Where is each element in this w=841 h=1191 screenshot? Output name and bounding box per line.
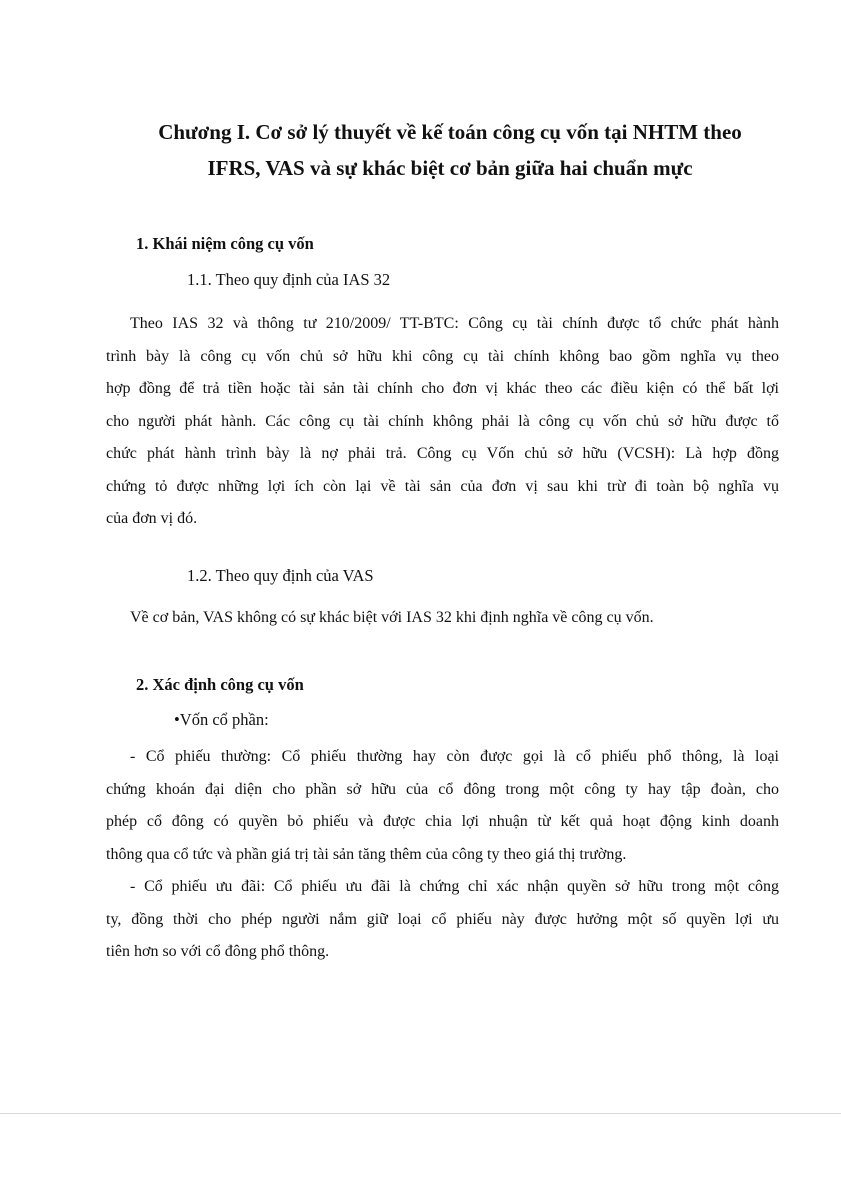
paragraph-line: Về cơ bản, VAS không có sự khác biệt với IAS 32 khi định nghĩa về công cụ vốn. [130, 609, 654, 626]
paragraph-ias32 [106, 308, 779, 536]
chapter-title-line-2: IFRS, VAS và sự khác biệt cơ bản giữa hai chuẩn mực [207, 156, 693, 180]
subsection-1-2-heading: 1.2. Theo quy định của VAS [187, 566, 374, 585]
paragraph-preferred-stock [106, 871, 779, 969]
paragraph-line: - Cổ phiếu thường: Cổ phiếu thường hay còn được gọi là cổ phiếu phổ thông, là loại [130, 748, 779, 765]
paragraph-line: của đơn vị đó. [106, 510, 198, 527]
paragraph-vas [106, 602, 779, 635]
section-2-heading: 2. Xác định công cụ vốn [136, 675, 304, 694]
paragraph-line: chức phát hành trình bày là nợ phải trả. Công cụ Vốn chủ sở hữu (VCSH): Là hợp đồng [106, 445, 779, 462]
paragraph-line: tiên hơn so với cổ đông phổ thông. [106, 943, 330, 960]
paragraph-line: cho người phát hành. Các công cụ tài chính không phải là công cụ vốn chủ sở hữu được tổ [106, 412, 779, 430]
paragraph-common-stock [106, 741, 779, 871]
paragraph-line: chứng khoán đại diện cho phần sở hữu của cổ đông trong một công ty hay tập đoàn, cho [106, 780, 779, 798]
chapter-title-line-1: Chương I. Cơ sở lý thuyết về kế toán công cụ vốn tại NHTM theo [158, 120, 742, 144]
bullet-equity-capital: •Vốn cổ phần: [174, 710, 269, 729]
paragraph-line: thông qua cổ tức và phần giá trị tài sản tăng thêm của công ty theo giá thị trường. [106, 845, 627, 863]
paragraph-line: ty, đồng thời cho phép người nắm giữ loại cổ phiếu này được hưởng một số quyền lợi ưu [106, 910, 779, 928]
paragraph-line: trình bày là công cụ vốn chủ sở hữu khi công cụ tài chính không bao gồm nghĩa vụ theo [106, 347, 779, 365]
paragraph-line: phép cổ đông có quyền bỏ phiếu và được chia lợi nhuận từ kết quả hoạt động kinh doanh [106, 813, 779, 830]
subsection-1-1-heading: 1.1. Theo quy định của IAS 32 [187, 270, 391, 289]
paragraph-line: chứng tỏ được những lợi ích còn lại về tài sản của đơn vị sau khi trừ đi toàn bộ nghĩa vụ [106, 477, 779, 495]
page-bottom-divider [0, 1113, 841, 1114]
paragraph-line: - Cổ phiếu ưu đãi: Cổ phiếu ưu đãi là chứng chỉ xác nhận quyền sở hữu trong một công [130, 878, 779, 895]
chapter-title [100, 114, 800, 186]
paragraph-line: Theo IAS 32 và thông tư 210/2009/ TT-BTC: Công cụ tài chính được tổ chức phát hành [130, 315, 779, 332]
paragraph-line: hợp đồng để trả tiền hoặc tài sản tài chính cho đơn vị khác theo các điều kiện có thể bất lợi [106, 380, 779, 397]
section-1-heading: 1. Khái niệm công cụ vốn [136, 234, 314, 253]
